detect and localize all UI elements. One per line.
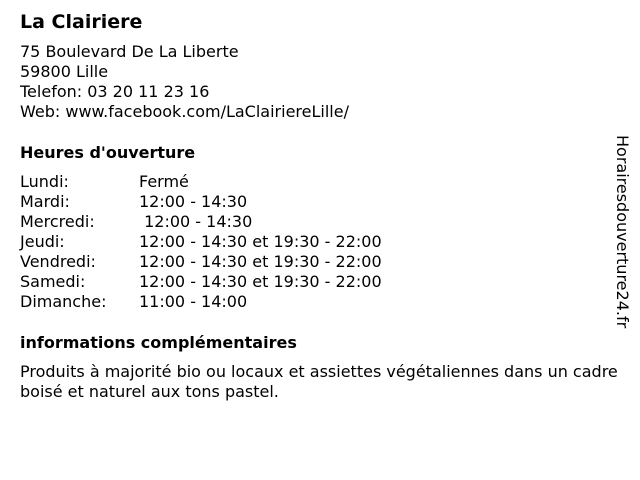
hours-time: 12:00 - 14:30 <box>139 192 248 211</box>
info-heading: informations complémentaires <box>20 333 297 352</box>
website-line: Web: www.facebook.com/LaClairiereLille/ <box>20 102 349 121</box>
hours-day: Jeudi: <box>20 232 65 251</box>
hours-row-tuesday <box>20 192 630 212</box>
hours-time: 12:00 - 14:30 et 19:30 - 22:00 <box>139 252 382 271</box>
business-card <box>20 10 630 402</box>
hours-time: 12:00 - 14:30 et 19:30 - 22:00 <box>139 232 382 251</box>
address-line-1: 75 Boulevard De La Liberte <box>20 42 239 61</box>
hours-day: Dimanche: <box>20 292 107 311</box>
hours-row-friday <box>20 252 630 272</box>
hours-time: Fermé <box>139 172 189 191</box>
hours-row-wednesday <box>20 212 630 232</box>
hours-row-sunday <box>20 292 630 312</box>
hours-time: 12:00 - 14:30 <box>139 212 253 231</box>
hours-heading: Heures d'ouverture <box>20 143 196 162</box>
address-line-2: 59800 Lille <box>20 62 109 81</box>
hours-day: Mardi: <box>20 192 70 211</box>
hours-day: Lundi: <box>20 172 69 191</box>
phone-line: Telefon: 03 20 11 23 16 <box>20 82 210 101</box>
hours-day: Vendredi: <box>20 252 96 271</box>
hours-time: 12:00 - 14:30 et 19:30 - 22:00 <box>139 272 382 291</box>
hours-table <box>20 172 630 312</box>
hours-row-saturday <box>20 272 630 292</box>
hours-row-thursday <box>20 232 630 252</box>
business-name: La Clairiere <box>20 11 143 33</box>
info-text: Produits à majorité bio ou locaux et assiettes végétaliennes dans un cadre boisé et naturel aux tons pastel. <box>20 362 618 401</box>
hours-row-monday <box>20 172 630 192</box>
hours-day: Samedi: <box>20 272 86 291</box>
watermark-text: Horairesdouverture24.fr <box>613 135 632 329</box>
hours-time: 11:00 - 14:00 <box>139 292 248 311</box>
hours-day: Mercredi: <box>20 212 95 231</box>
